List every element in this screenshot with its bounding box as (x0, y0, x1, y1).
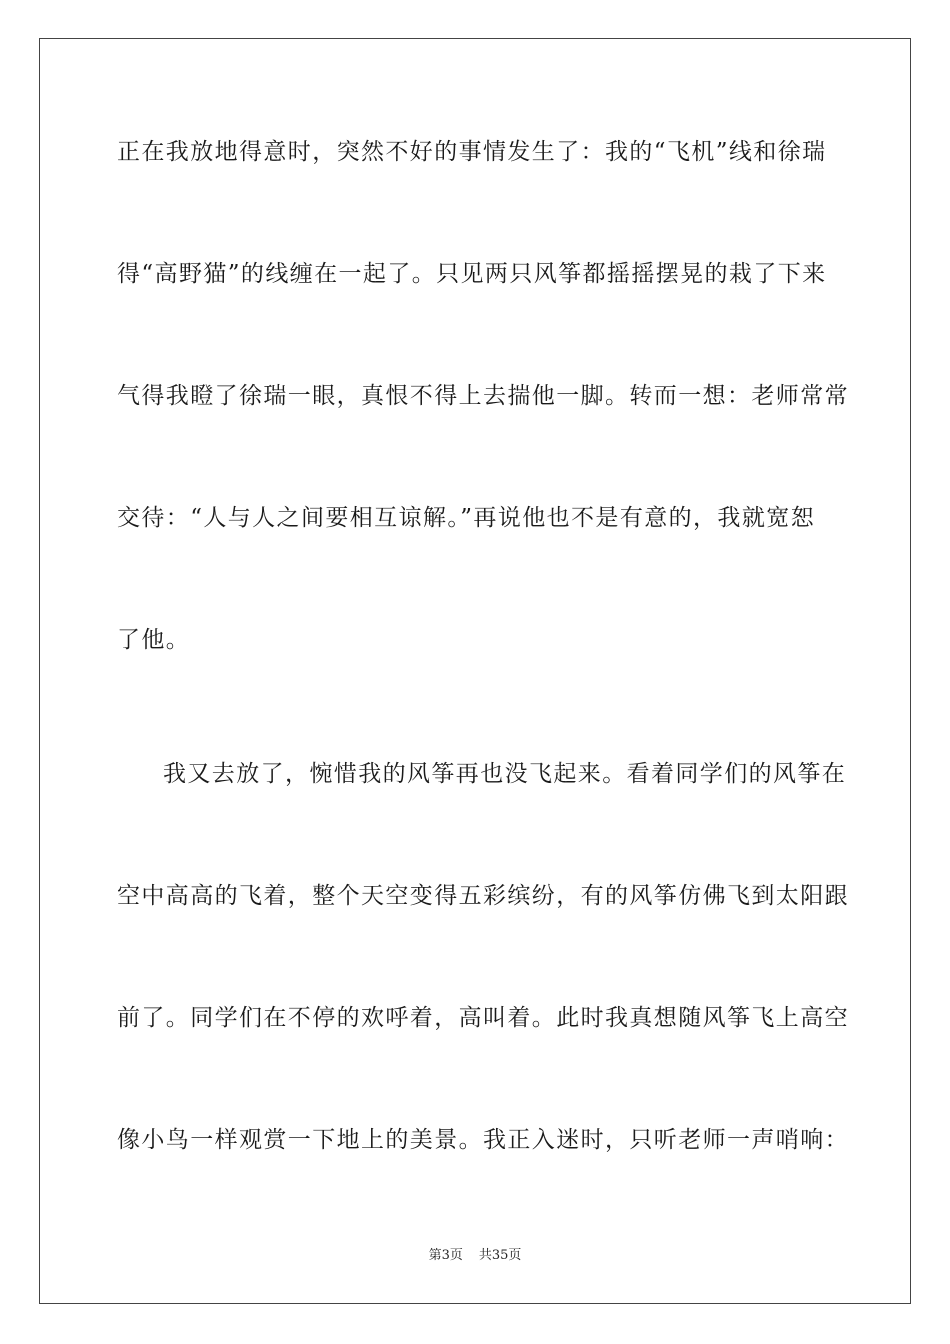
text-line: 交待：“人与人之间要相互谅解。”再说他也不是有意的，我就宽恕 (117, 505, 816, 531)
text-line: 空中高高的飞着，整个天空变得五彩缤纷，有的风筝仿佛飞到太阳跟 (117, 883, 849, 909)
text-line: 正在我放地得意时，突然不好的事情发生了：我的“飞机”线和徐瑞 (117, 139, 827, 165)
page-footer (0, 1247, 950, 1265)
text-line: 像小鸟一样观赏一下地上的美景。我正入迷时，只听老师一声哨响： (117, 1127, 849, 1153)
text-line: 气得我瞪了徐瑞一眼，真恨不得上去揣他一脚。转而一想：老师常常 (117, 383, 849, 409)
page-total: 共35页 (478, 1248, 522, 1263)
text-line: 我又去放了，惋惜我的风筝再也没飞起来。看着同学们的风筝在 (163, 761, 847, 787)
text-line: 前了。同学们在不停的欢呼着，高叫着。此时我真想随风筝飞上高空 (117, 1005, 849, 1031)
text-line: 了他。 (117, 627, 191, 653)
text-line: 得“高野猫”的线缠在一起了。只见两只风筝都摇摇摆晃的栽了下来 (117, 261, 827, 287)
page-number: 第3页 (428, 1248, 463, 1263)
page-border (39, 38, 911, 1304)
